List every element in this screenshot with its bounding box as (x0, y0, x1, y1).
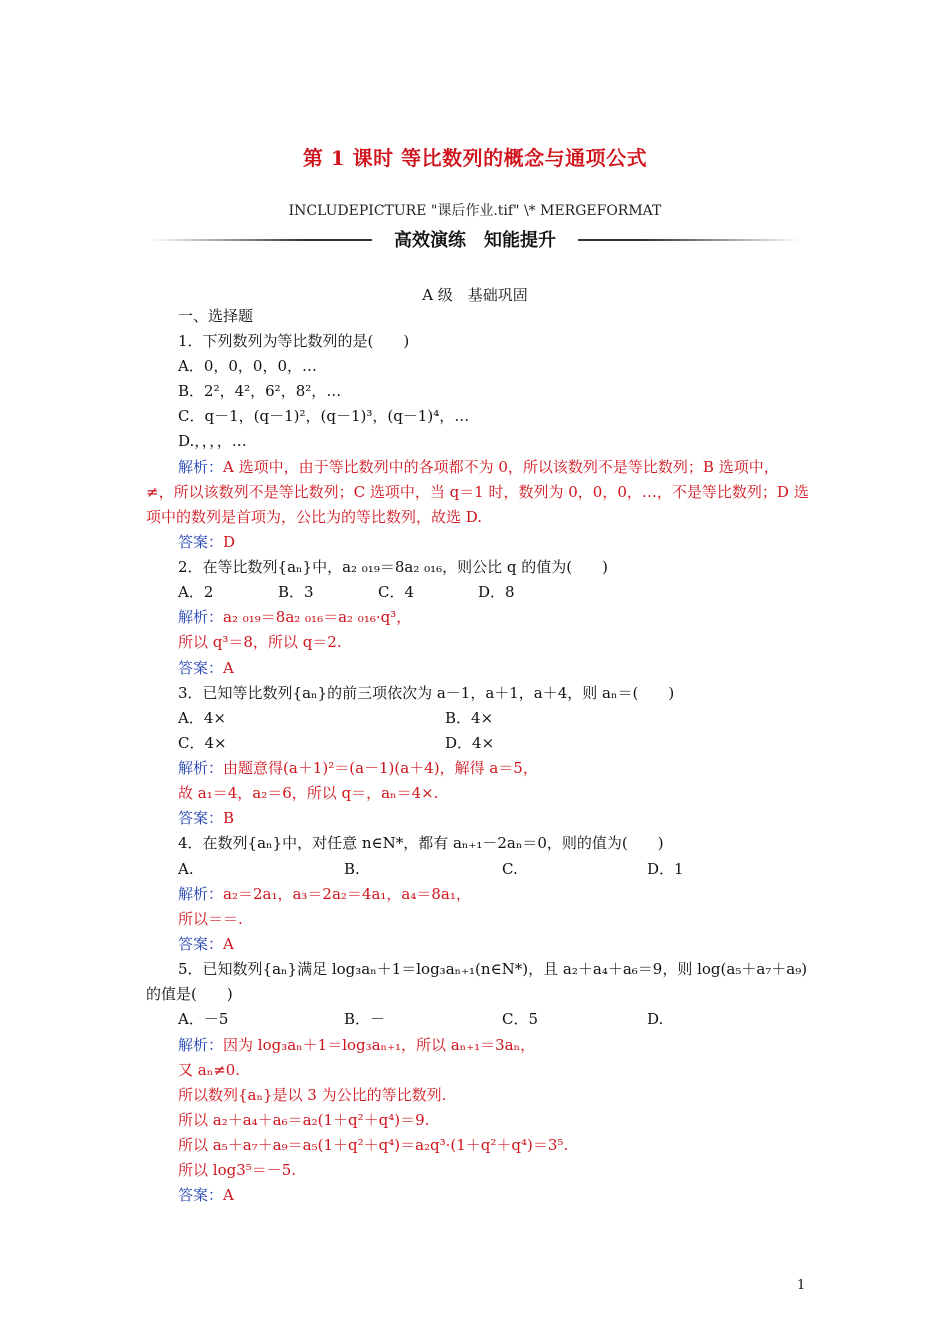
banner-rule-left (150, 239, 372, 241)
q1-answer (178, 532, 235, 552)
answer-value: D (223, 533, 236, 551)
q5-stem-line-2: 的值是( ) (146, 985, 233, 1003)
q2-stem: 2．在等比数列{aₙ}中，a₂ ₀₁₉＝8a₂ ₀₁₆，则公比 q 的值为( ) (178, 558, 608, 576)
q3-option-b: B．4× (445, 709, 494, 727)
analysis-text: A 选项中，由于等比数列中的各项都不为 0，所以该数列不是等比数列；B 选项中， (223, 458, 779, 476)
answer-label: 答案： (178, 659, 224, 677)
q2-answer (178, 658, 234, 678)
answer-label: 答案： (178, 533, 224, 551)
q4-option-b: B. (344, 860, 360, 878)
analysis-label: 解析： (178, 759, 224, 777)
q1-option-c: C．q－1，(q－1)²，(q－1)³，(q－1)⁴，… (178, 407, 470, 425)
q5-stem-line-1: 5．已知数列{aₙ}满足 log₃aₙ＋1＝log₃aₙ₊₁(n∈N*)，且 a₂＋a₄＋a₆＝9，则 log(a₅＋a₇＋a₉) (178, 960, 808, 978)
answer-value: A (223, 1186, 234, 1204)
answer-label: 答案： (178, 935, 224, 953)
q1-option-b: B．2²，4²，6²，8²，… (178, 382, 342, 400)
q4-stem: 4．在数列{aₙ}中，对任意 n∈N*，都有 aₙ₊₁－2aₙ＝0，则的值为( ) (178, 834, 664, 852)
q5-answer (178, 1185, 234, 1205)
q5-analysis-line-2: 又 aₙ≠0. (178, 1061, 241, 1079)
q4-option-d: D．1 (647, 860, 684, 878)
page-title: 第 1 课时 等比数列的概念与通项公式 (302, 146, 648, 170)
q5-analysis-line-6: 所以 log3⁵＝－5. (178, 1161, 297, 1179)
q2-analysis-line-1 (178, 607, 411, 627)
q4-analysis-line-1 (178, 884, 471, 904)
q5-analysis-line-1 (178, 1035, 535, 1055)
q3-analysis-line-1 (178, 758, 538, 778)
q5-analysis-line-4: 所以 a₂＋a₄＋a₆＝a₂(1＋q²＋q⁴)＝9. (178, 1111, 430, 1129)
answer-value: B (223, 809, 235, 827)
q2-option-d: D．8 (478, 583, 515, 601)
q5-analysis-line-3: 所以数列{aₙ}是以 3 为公比的等比数列. (178, 1086, 447, 1104)
answer-label: 答案： (178, 1186, 224, 1204)
analysis-text: 由题意得(a＋1)²＝(a－1)(a＋4)，解得 a＝5， (223, 759, 538, 777)
answer-value: A (223, 935, 234, 953)
page-number: 1 (797, 1278, 806, 1293)
q3-answer (178, 808, 234, 828)
part-heading: 一、选择题 (178, 307, 254, 325)
q1-analysis-line-3: 项中的数列是首项为，公比为的等比数列，故选 D. (146, 508, 483, 526)
analysis-label: 解析： (178, 885, 224, 903)
q2-option-b: B．3 (278, 583, 314, 601)
analysis-label: 解析： (178, 458, 224, 476)
banner-text: 高效演练 知能提升 (394, 230, 556, 251)
q2-option-a: A．2 (178, 583, 214, 601)
q2-option-c: C．4 (378, 583, 415, 601)
analysis-label: 解析： (178, 1036, 224, 1054)
q5-analysis-line-5: 所以 a₅＋a₇＋a₉＝a₅(1＋q²＋q⁴)＝a₂q³·(1＋q²＋q⁴)＝3⁵. (178, 1136, 569, 1154)
q1-analysis-line-2: ≠，所以该数列不是等比数列；C 选项中，当 q＝1 时，数列为 0，0，0，…，不是等比数列；D 选 (146, 483, 809, 501)
analysis-text: a₂ ₀₁₉＝8a₂ ₀₁₆＝a₂ ₀₁₆·q³， (223, 608, 412, 626)
q3-option-c: C．4× (178, 734, 227, 752)
q1-option-a: A．0，0，0，0，… (178, 357, 318, 375)
q1-option-d: D.，，，，… (178, 432, 247, 450)
q4-analysis-line-2: 所以＝＝. (178, 910, 243, 928)
section-banner (150, 226, 800, 254)
q3-option-a: A．4× (178, 709, 226, 727)
q3-option-d: D．4× (445, 734, 495, 752)
answer-label: 答案： (178, 809, 224, 827)
q5-option-a: A．－5 (178, 1010, 229, 1028)
include-picture-field: INCLUDEPICTURE "课后作业.tif" \* MERGEFORMAT (288, 203, 662, 219)
q3-analysis-line-2: 故 a₁＝4，a₂＝6，所以 q＝，aₙ＝4×. (178, 784, 439, 802)
q4-option-c: C. (502, 860, 518, 878)
analysis-label: 解析： (178, 608, 224, 626)
q2-analysis-line-2: 所以 q³＝8，所以 q＝2. (178, 633, 342, 651)
banner-rule-right (578, 239, 800, 241)
q1-analysis-line-1 (178, 457, 779, 477)
q5-option-c: C．5 (502, 1010, 539, 1028)
q3-stem: 3．已知等比数列{aₙ}的前三项依次为 a－1，a＋1，a＋4，则 aₙ＝( ) (178, 684, 675, 702)
level-heading: A 级 基础巩固 (422, 286, 528, 304)
q5-option-d: D. (647, 1010, 664, 1028)
analysis-text: 因为 log₃aₙ＋1＝log₃aₙ₊₁，所以 aₙ₊₁＝3aₙ， (223, 1036, 536, 1054)
q4-option-a: A. (178, 860, 194, 878)
q1-stem: 1．下列数列为等比数列的是( ) (178, 332, 410, 350)
analysis-text: a₂＝2a₁，a₃＝2a₂＝4a₁，a₄＝8a₁， (223, 885, 471, 903)
answer-value: A (223, 659, 234, 677)
q4-answer (178, 934, 234, 954)
q5-option-b: B．－ (344, 1010, 386, 1028)
